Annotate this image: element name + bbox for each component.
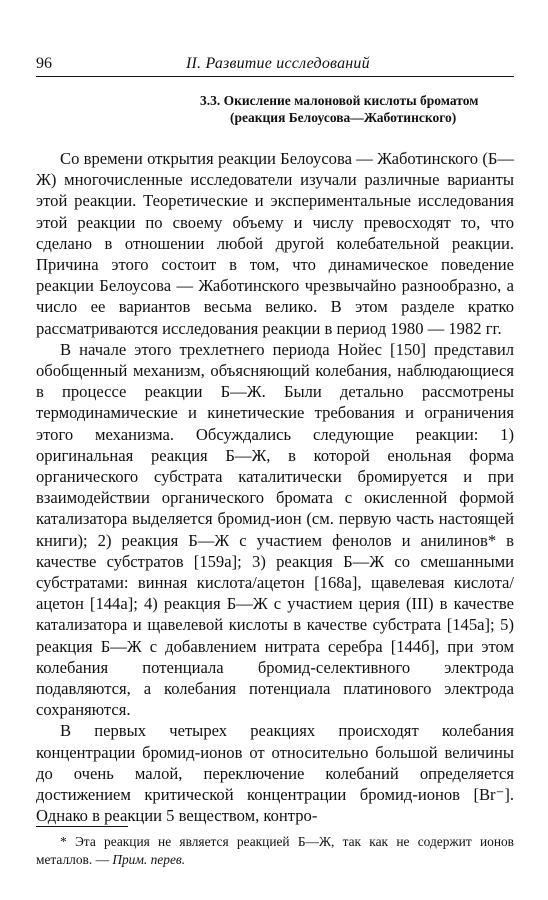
body-text [36, 148, 514, 827]
chapter-title: II. Развитие исследований [186, 55, 370, 72]
running-head [36, 54, 514, 77]
section-heading [200, 92, 516, 126]
footnote-text: * Эта реакция не является реакцией Б—Ж, так как не содержит ионов металлов. — [36, 834, 514, 867]
section-heading-line2: (реакция Белоусова—Жаботинского) [230, 110, 457, 125]
paragraph-2: В начале этого трехлетнего периода Нойес [150] представил обобщенный механизм, объясняющий колебания, наблюдающиеся в процессе реакции Б—Ж. Были детально рассмотрены термодинамические и кинетические требования и ограничения этого механизма. Обсуждались следующие реакции: 1) оригинальная реакция Б—Ж, в которой енольная форма органического субстрата каталитически бромируется и при взаимодействии органического бромата с окисленной формой катализатора выделяется бромид-ион (см. первую часть настоящей книги); 2) реакция Б—Ж с участием фенолов и анилинов* в качестве субстратов [159а]; 3) реакция Б—Ж со смешанными субстратами: винная кислота/ацетон [168а], щавелевая кислота/ацетон [144а]; 4) реакция Б—Ж с участием церия (III) в качестве катализатора и щавелевой кислоты в качестве субстрата [145а]; 5) реакция Б—Ж с добавлением нитрата серебра [144б], при этом колебания потенциала бромид-селективного электрода подавляются, а колебания потенциала платинового электрода сохраняются. [36, 339, 514, 720]
section-heading-line1: 3.3. Окисление малоновой кислоты броматом [200, 93, 479, 108]
page-number: 96 [36, 55, 52, 72]
footnote-translator-note: Прим. перев. [112, 852, 186, 867]
footnote [36, 833, 514, 869]
paragraph-1: Со времени открытия реакции Белоусова — Жаботинского (Б—Ж) многочисленные исследователи изучали различные варианты этой реакции. Теоретические и экспериментальные исследования этой реакции по своему объему и числу превосходят то, что сделано в отношении любой другой колебательной реакции. Причина этого состоит в том, что динамическое поведение реакции Белоусова — Жаботинского чрезвычайно разнообразно, а число ее вариантов весьма велико. В этом разделе кратко рассматриваются исследования реакции в период 1980 — 1982 гг. [36, 149, 514, 338]
footnote-rule [36, 826, 128, 827]
paragraph-3: В первых четырех реакциях происходят колебания концентрации бромид-ионов от относительно большой величины до очень малой, переключение колебаний определяется достижением критической концентрации бромид-ионов [Br⁻]. Однако в реакции 5 веществом, контро- [36, 721, 514, 826]
